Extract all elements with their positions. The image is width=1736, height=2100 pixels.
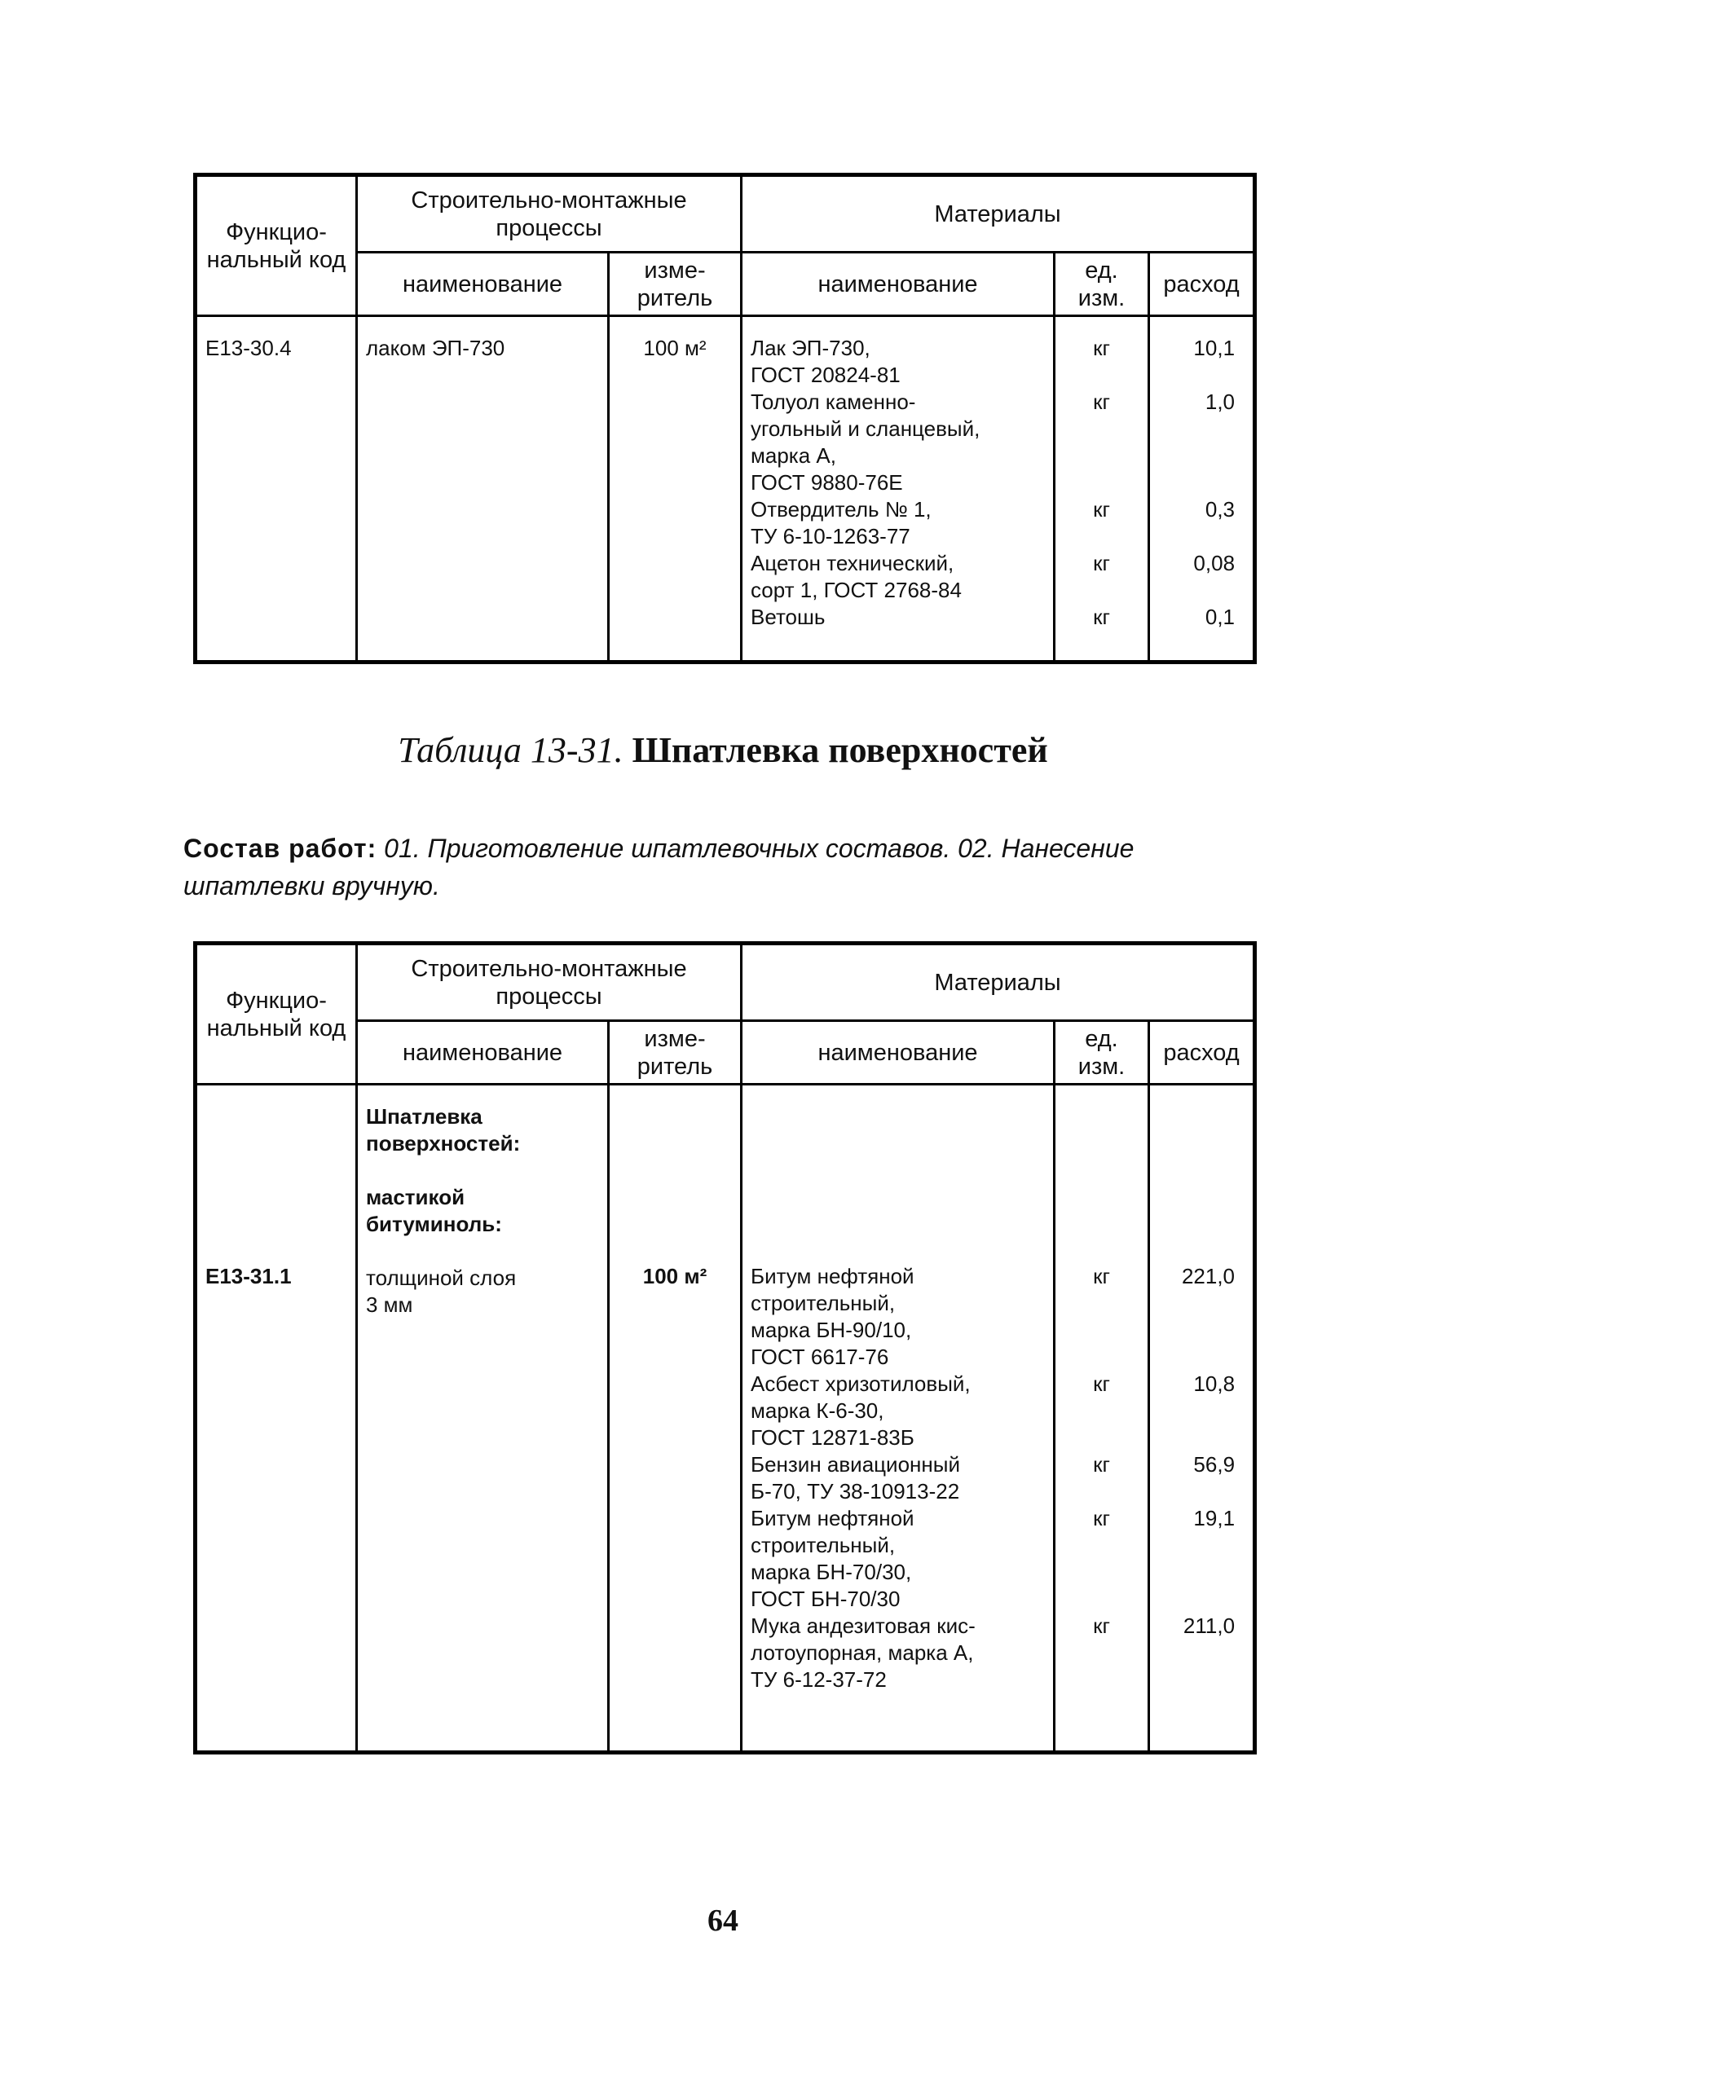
page-number: 64 bbox=[707, 1904, 738, 1938]
material-name-line: строительный, bbox=[751, 1533, 896, 1557]
material-unit: кг bbox=[1093, 551, 1110, 575]
header-material-unit: ед. изм. bbox=[1055, 1021, 1149, 1085]
header-processes: Строительно-монтажные процессы bbox=[357, 944, 742, 1021]
material-name-line: Ветошь bbox=[751, 605, 826, 629]
material-qty: 10,8 bbox=[1193, 1371, 1236, 1396]
functional-code: Е13-30.4 bbox=[205, 336, 292, 360]
material-name-line: марка БН-90/10, bbox=[751, 1318, 912, 1342]
material-qty: 0,08 bbox=[1193, 551, 1236, 575]
process-cell bbox=[357, 316, 609, 663]
material-name-line: угольный и сланцевый, bbox=[751, 416, 980, 441]
material-name-line: ГОСТ 12871-83Б bbox=[751, 1425, 914, 1450]
material-unit: кг bbox=[1093, 497, 1110, 522]
material-qty-cell bbox=[1149, 316, 1255, 663]
code-cell bbox=[196, 316, 357, 663]
header-functional-code: Функцио-нальный код bbox=[196, 944, 357, 1085]
material-qty: 221,0 bbox=[1181, 1264, 1236, 1288]
header-process-meter: изме-ритель bbox=[609, 253, 742, 316]
material-name-line: Асбест хризотиловый, bbox=[751, 1371, 971, 1396]
header-process-meter: изме-ритель bbox=[609, 1021, 742, 1085]
material-name-line: Битум нефтяной bbox=[751, 1264, 914, 1288]
table-caption bbox=[0, 729, 1446, 771]
meter-cell bbox=[609, 316, 742, 663]
material-name-line: сорт 1, ГОСТ 2768-84 bbox=[751, 578, 962, 602]
material-unit: кг bbox=[1093, 605, 1110, 629]
material-qty: 0,3 bbox=[1205, 497, 1236, 522]
sub-heading-line-2: битуминоль: bbox=[366, 1212, 502, 1236]
header-processes: Строительно-монтажные процессы bbox=[357, 175, 742, 253]
material-names-cell bbox=[742, 316, 1055, 663]
header-process-name: наименование bbox=[357, 1021, 609, 1085]
material-unit: кг bbox=[1093, 1371, 1110, 1396]
work-composition bbox=[183, 830, 1259, 905]
header-material-qty: расход bbox=[1149, 1021, 1255, 1085]
material-qty: 0,1 bbox=[1205, 605, 1236, 629]
material-name-line: ТУ 6-10-1263-77 bbox=[751, 524, 910, 548]
material-unit: кг bbox=[1093, 1264, 1110, 1288]
materials-table-13-30 bbox=[193, 173, 1257, 664]
material-name-line: строительный, bbox=[751, 1291, 896, 1315]
material-units-cell bbox=[1055, 316, 1149, 663]
material-name-line: ТУ 6-12-37-72 bbox=[751, 1667, 887, 1692]
sub-heading-line-1: мастикой bbox=[366, 1185, 465, 1209]
material-qty: 10,1 bbox=[1193, 336, 1236, 360]
functional-code: Е13-31.1 bbox=[205, 1264, 292, 1288]
material-name-line: Ацетон технический, bbox=[751, 551, 954, 575]
material-unit: кг bbox=[1093, 1452, 1110, 1477]
section-heading-line-2: поверхностей: bbox=[366, 1131, 521, 1156]
process-name-line-1: толщиной слоя bbox=[366, 1266, 517, 1290]
material-qty: 1,0 bbox=[1205, 390, 1236, 414]
material-units-cell bbox=[1055, 1085, 1149, 1753]
header-materials: Материалы bbox=[742, 944, 1255, 1021]
header-material-name: наименование bbox=[742, 253, 1055, 316]
material-qty-cell bbox=[1149, 1085, 1255, 1753]
material-name-line: Мука андезитовая кис- bbox=[751, 1614, 976, 1638]
material-names-cell bbox=[742, 1085, 1055, 1753]
header-material-name: наименование bbox=[742, 1021, 1055, 1085]
material-name-line: ГОСТ 6617-76 bbox=[751, 1345, 889, 1369]
process-meter: 100 м² bbox=[643, 336, 707, 360]
material-qty: 56,9 bbox=[1193, 1452, 1236, 1477]
material-name-line: Толуол каменно- bbox=[751, 390, 916, 414]
material-qty: 19,1 bbox=[1193, 1506, 1236, 1530]
table-title: Шпатлевка поверхностей bbox=[632, 730, 1048, 770]
material-name-line: Отвердитель № 1, bbox=[751, 497, 932, 522]
materials-table-13-31 bbox=[193, 941, 1257, 1754]
work-composition-text: 01. Приготовление шпатлевочных составов. 02. Нанесение шпатлевки вручную. bbox=[183, 834, 1135, 900]
material-qty: 211,0 bbox=[1183, 1614, 1236, 1638]
material-name-line: ГОСТ 20824-81 bbox=[751, 363, 901, 387]
process-meter: 100 м² bbox=[642, 1264, 707, 1288]
material-unit: кг bbox=[1093, 336, 1110, 360]
header-functional-code: Функцио-нальный код bbox=[196, 175, 357, 316]
work-composition-label: Состав работ: bbox=[183, 834, 377, 863]
header-material-qty: расход bbox=[1149, 253, 1255, 316]
material-name-line: ГОСТ 9880-76Е bbox=[751, 470, 903, 495]
material-name-line: Б-70, ТУ 38-10913-22 bbox=[751, 1479, 960, 1503]
material-unit: кг bbox=[1093, 1614, 1110, 1638]
material-name-line: ГОСТ БН-70/30 bbox=[751, 1587, 901, 1611]
section-heading-line-1: Шпатлевка bbox=[366, 1104, 482, 1129]
code-cell bbox=[196, 1085, 357, 1753]
material-name-line: Битум нефтяной bbox=[751, 1506, 914, 1530]
material-name-line: марка БН-70/30, bbox=[751, 1560, 912, 1584]
material-name-line: лотоупорная, марка А, bbox=[751, 1640, 974, 1665]
process-name-line-2: 3 мм bbox=[366, 1292, 413, 1317]
header-materials: Материалы bbox=[742, 175, 1255, 253]
process-name: лаком ЭП-730 bbox=[366, 336, 505, 360]
header-material-unit: ед. изм. bbox=[1055, 253, 1149, 316]
meter-cell bbox=[609, 1085, 742, 1753]
table-number: Таблица 13-31. bbox=[398, 730, 623, 770]
material-name-line: марка К-6-30, bbox=[751, 1398, 884, 1423]
material-name-line: Бензин авиационный bbox=[751, 1452, 960, 1477]
material-name-line: марка А, bbox=[751, 443, 836, 468]
material-unit: кг bbox=[1093, 1506, 1110, 1530]
header-process-name: наименование bbox=[357, 253, 609, 316]
material-unit: кг bbox=[1093, 390, 1110, 414]
process-cell bbox=[357, 1085, 609, 1753]
material-name-line: Лак ЭП-730, bbox=[751, 336, 870, 360]
